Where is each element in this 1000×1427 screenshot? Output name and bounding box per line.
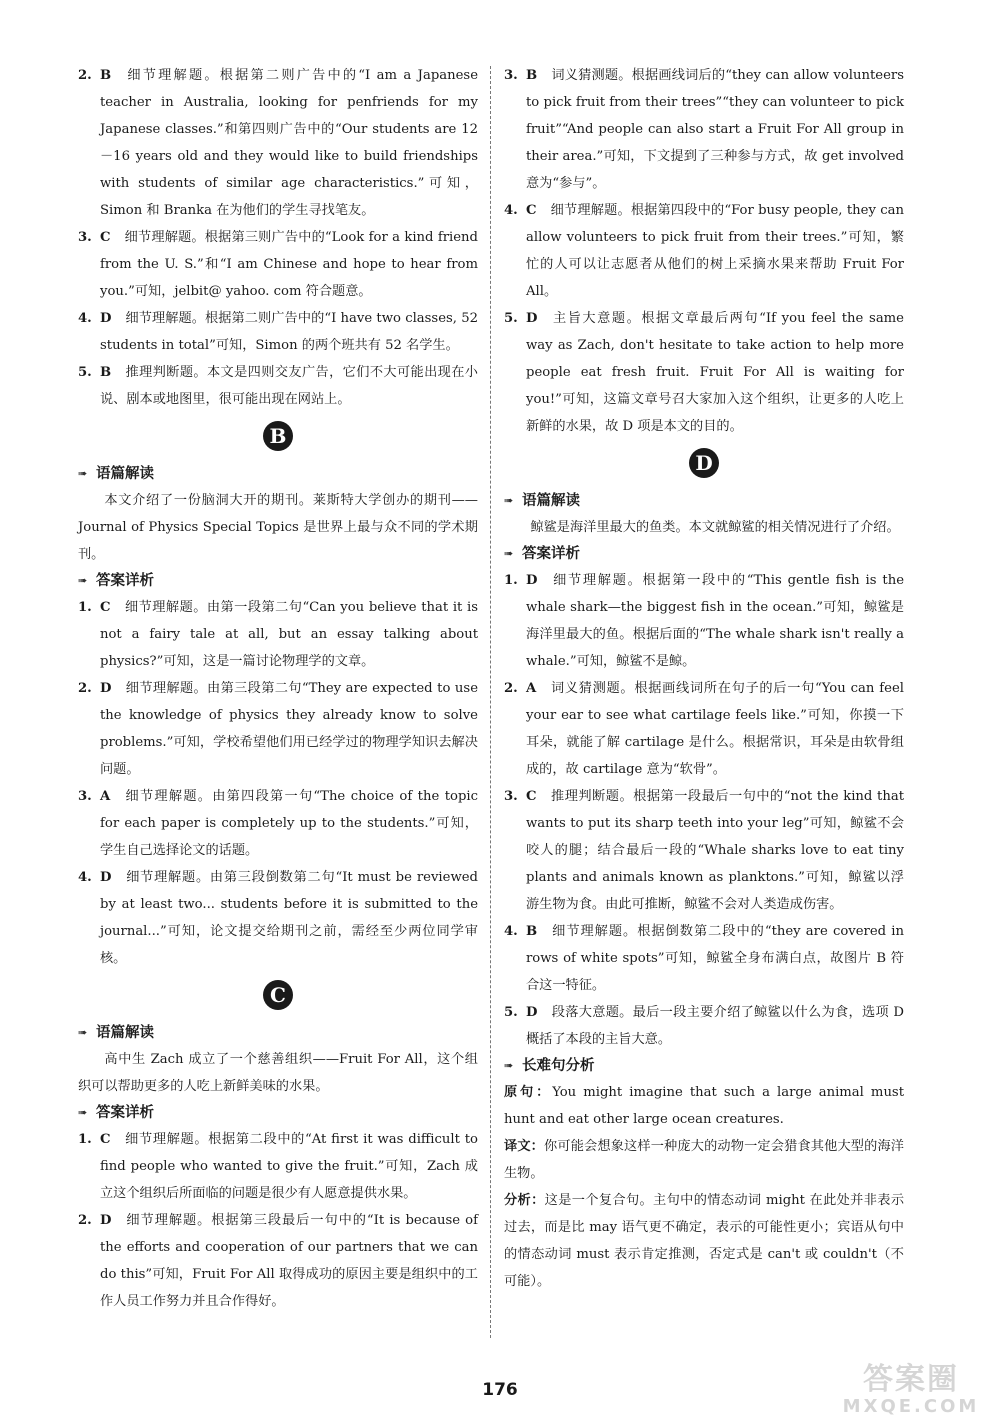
reading-summary: 本文介绍了一份脑洞大开的期刊。莱斯特大学创办的期刊——Journal of Physics Special Topics 是世界上最与众不同的学术期刊。: [78, 493, 478, 562]
arrow-icon: ➠: [504, 547, 514, 560]
answer-item: [78, 305, 478, 359]
answers-heading: ➠ 答案详析: [78, 1100, 478, 1126]
answer-item: [504, 675, 904, 783]
arrow-icon: ➠: [78, 574, 88, 587]
watermark-logo: 答案圈 MXQE.COM: [842, 1362, 980, 1417]
answer-text: 细节理解题。由第三段第二句“They are expected to use the knowledge of physics they already know to solve problems.”可知，学校希望他们用已经学过的物理学知识去解决问题。: [100, 681, 478, 777]
answer-text: 段落大意题。最后一段主要介绍了鲸鲨以什么为食，选项 D 概括了本段的主旨大意。: [526, 1005, 904, 1047]
answer-text: 推理判断题。本文是四则交友广告，它们不大可能出现在小说、剧本或地图里，很可能出现在网站上。: [100, 365, 478, 407]
answer-text: 细节理解题。由第四段第一句“The choice of the topic for each paper is completely up to the students.”可知，学生自己选择论文的话题。: [100, 789, 478, 858]
translation: 译文：你可能会想象这样一种庞大的动物一定会猎食其他大型的海洋生物。: [504, 1139, 904, 1181]
answer-text: 主旨大意题。根据文章最后两句“If you feel the same way as Zach, don't hesitate to take action to help more people eat fresh fruit. Fruit For All is waiting for you!”可知，这篇文章号召大家加入这个组织，让更多的人吃上新鲜的水果，故 D 项是本文的目的。: [526, 311, 904, 434]
reading-heading: ➠ 语篇解读: [504, 488, 904, 514]
answer-text: 推理判断题。根据第一段最后一句中的“not the kind that wants to put its sharp teeth into your leg”可知，鲸鲨不会咬人的腿；结合最后一段的“Whale sharks love to eat tiny plants and animals known as planktons.”可知，鲸鲨以浮游生物为食。由此可推断，鲸鲨不会对人类造成伤害。: [526, 789, 904, 912]
answer-item: [504, 918, 904, 999]
answer-letter: D: [100, 1213, 112, 1228]
answer-letter: D: [100, 681, 112, 696]
item-number: 3.: [78, 789, 92, 804]
answer-item: [78, 1126, 478, 1207]
item-number: 2.: [504, 681, 518, 696]
answers-heading: ➠ 答案详析: [78, 568, 478, 594]
arrow-icon: ➠: [78, 1026, 88, 1039]
answer-item: [78, 1207, 478, 1315]
answer-letter: C: [100, 230, 111, 245]
item-number: 5.: [504, 311, 518, 326]
answer-item: [504, 62, 904, 197]
answer-letter: C: [526, 203, 537, 218]
answer-text: 细节理解题。根据第一段中的“This gentle fish is the whale shark—the biggest fish in the ocean.”可知，鲸鲨是海洋里最大的鱼。根据后面的“The whale shark isn't really a whale.”可知，鲸鲨不是鲸。: [526, 573, 904, 669]
reading-summary: 鲸鲨是海洋里最大的鱼类。本文就鲸鲨的相关情况进行了介绍。: [530, 520, 900, 535]
answer-item: [504, 567, 904, 675]
answer-text: 细节理解题。由第一段第二句“Can you believe that it is not a fairy tale at all, but an essay talking about physics?”可知，这是一篇讨论物理学的文章。: [100, 600, 478, 669]
answer-text: 细节理解题。根据第三段最后一句中的“It is because of the efforts and cooperation of our partners that we can do this”可知，Fruit For All 取得成功的原因主要是组织中的工作人员工作努力并且合作得好。: [100, 1213, 478, 1309]
section-a-answers: [78, 62, 478, 413]
grammar-analysis: 分析：这是一个复合句。主句中的情态动词 might 在此处并非表示过去，而是比 may 语气更不确定，表示的可能性更小；宾语从句中的情态动词 must 表示肯定推测，否定式是 can't 或 couldn't（不可能）。: [504, 1193, 905, 1289]
arrow-icon: ➠: [78, 1106, 88, 1119]
item-number: 2.: [78, 68, 92, 83]
answer-text: 细节理解题。根据第二则广告中的“I am a Japanese teacher in Australia, looking for penfriends for my Japanese classes.”和第四则广告中的“Our students are 12－16 years old and they would like to build friendships with students of similar age characteristics.”可知，Simon 和 Branka 在为他们的学生寻找笔友。: [100, 68, 478, 218]
answer-item: [504, 783, 904, 918]
section-c-marker: [78, 980, 478, 1010]
answer-item: [504, 999, 904, 1053]
answer-item: [78, 359, 478, 413]
section-letter-badge: D: [689, 448, 719, 478]
answer-letter: C: [526, 789, 537, 804]
answer-letter: A: [526, 681, 537, 696]
answer-item: [78, 783, 478, 864]
sentence-analysis-heading: ➠ 长难句分析: [504, 1053, 904, 1079]
item-number: 5.: [504, 1005, 518, 1020]
reading-heading: ➠ 语篇解读: [78, 461, 478, 487]
answer-letter: C: [100, 1132, 111, 1147]
item-number: 4.: [78, 870, 92, 885]
original-sentence: 原句：You might imagine that such a large animal must hunt and eat other large ocean creatures.: [504, 1085, 905, 1127]
answers-heading: ➠ 答案详析: [504, 541, 904, 567]
answer-item: [78, 62, 478, 224]
item-number: 4.: [504, 203, 518, 218]
item-number: 3.: [504, 789, 518, 804]
answer-text: 词义猜测题。根据画线词后的“they can allow volunteers to pick fruit from their trees”“they can volunteer to pick fruit”“And people can also start a Fruit For All group in their area.”可知，下文提到了三种参与方式，故 get involved 意为“参与”。: [526, 68, 904, 191]
answer-text: 细节理解题。根据第四段中的“For busy people, they can allow volunteers to pick fruit from their trees.”可知，繁忙的人可以让志愿者从他们的树上采摘水果来帮助 Fruit For All。: [526, 203, 904, 299]
section-d-marker: [504, 448, 904, 478]
answer-item: [78, 594, 478, 675]
answer-text: 细节理解题。根据第二段中的“At first it was difficult to find people who wanted to give the fruit.”可知，Zach 成立这个组织后所面临的问题是很少有人愿意提供水果。: [100, 1132, 478, 1201]
item-number: 3.: [504, 68, 518, 83]
arrow-icon: ➠: [504, 1059, 514, 1072]
answer-text: 细节理解题。根据倒数第二段中的“they are covered in rows of white spots”可知，鲸鲨全身布满白点，故图片 B 符合这一特征。: [526, 924, 904, 993]
item-number: 1.: [78, 600, 92, 615]
reading-heading: ➠ 语篇解读: [78, 1020, 478, 1046]
right-column: [504, 62, 904, 1295]
section-letter-badge: B: [263, 421, 293, 451]
item-number: 1.: [78, 1132, 92, 1147]
answer-letter: B: [100, 68, 112, 83]
item-number: 3.: [78, 230, 92, 245]
answer-item: [78, 864, 478, 972]
answer-letter: C: [100, 600, 111, 615]
column-divider: [490, 66, 491, 1338]
item-number: 2.: [78, 1213, 92, 1228]
answer-item: [504, 305, 904, 440]
answer-letter: A: [100, 789, 111, 804]
answer-letter: B: [100, 365, 112, 380]
answer-item: [504, 197, 904, 305]
answer-letter: D: [100, 870, 112, 885]
section-letter-badge: C: [263, 980, 293, 1010]
arrow-icon: ➠: [78, 467, 88, 480]
answer-letter: B: [526, 924, 538, 939]
item-number: 5.: [78, 365, 92, 380]
answer-text: 细节理解题。根据第三则广告中的“Look for a kind friend from the U. S.”和“I am Chinese and hope to hear from you.”可知，jelbit@ yahoo. com 符合题意。: [100, 230, 478, 299]
answer-text: 细节理解题。根据第二则广告中的“I have two classes, 52 students in total”可知，Simon 的两个班共有 52 名学生。: [100, 311, 478, 353]
reading-summary: 高中生 Zach 成立了一个慈善组织——Fruit For All，这个组织可以帮助更多的人吃上新鲜美味的水果。: [78, 1052, 478, 1094]
answer-item: [78, 675, 478, 783]
answer-letter: D: [100, 311, 112, 326]
answer-item: [78, 224, 478, 305]
arrow-icon: ➠: [504, 494, 514, 507]
item-number: 4.: [78, 311, 92, 326]
answer-letter: D: [526, 311, 538, 326]
left-column: [78, 62, 478, 1315]
answer-letter: D: [526, 573, 538, 588]
item-number: 1.: [504, 573, 518, 588]
item-number: 4.: [504, 924, 518, 939]
section-b-marker: [78, 421, 478, 451]
page-number: 176: [482, 1380, 518, 1400]
item-number: 2.: [78, 681, 92, 696]
answer-letter: D: [526, 1005, 538, 1020]
answer-text: 细节理解题。由第三段倒数第二句“It must be reviewed by at least two... students before it is submitted to the journal...”可知，论文提交给期刊之前，需经至少两位同学审核。: [100, 870, 478, 966]
answer-text: 词义猜测题。根据画线词所在句子的后一句“You can feel your ear to see what cartilage feels like.”可知，你摸一下耳朵，就能了解 cartilage 是什么。根据常识，耳朵是由软骨组成的，故 cartilage 意为“软骨”。: [526, 681, 904, 777]
answer-letter: B: [526, 68, 538, 83]
